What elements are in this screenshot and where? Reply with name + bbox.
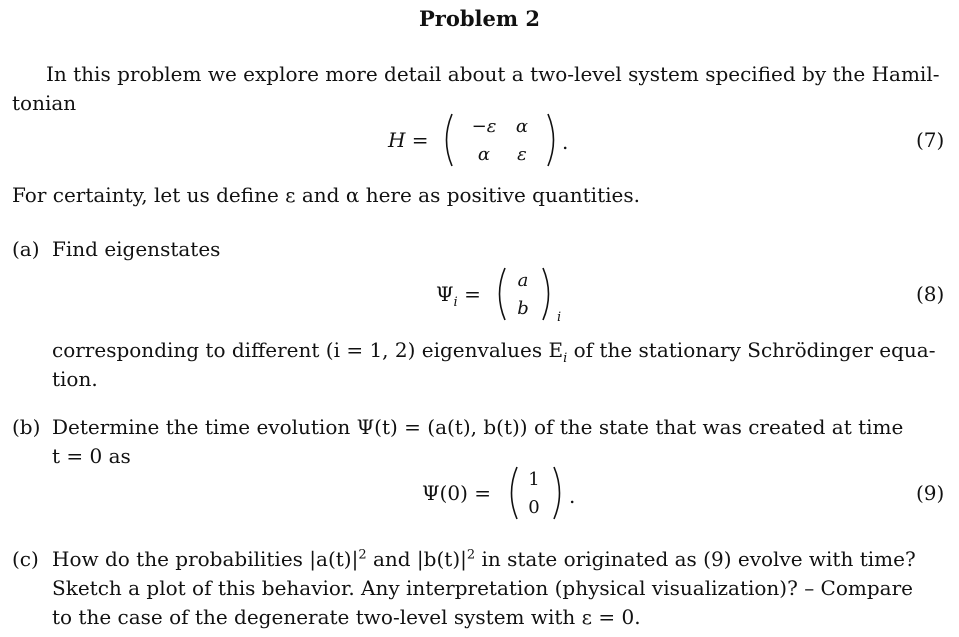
eq8-right-paren [540,266,556,322]
eq9-number: (9) [916,481,945,505]
eq9-vector [516,469,552,519]
eq7-m12: α [515,116,529,137]
eq7-m11: −ε [471,116,497,137]
eq7-matrix [452,116,542,166]
part-a-line-1: Find eigenstates [52,237,221,261]
part-b-label: (b) [12,415,41,439]
part-b-line-2: t = 0 as [52,444,131,468]
eq7-m22: ε [517,144,527,165]
eq9-top: 1 [528,469,540,490]
eq7-tail: . [562,130,569,154]
eq9-right-paren [551,465,567,521]
part-c-line-1: How do the probabilities $|a(t)|^2$ and $|b(t)|^2$ in state originated as (9) evolve with time? [52,547,916,571]
eq9-lhs: Ψ(0) = [422,481,491,505]
eq7-right-paren [545,112,561,168]
intro-line-2: tonian [12,91,77,115]
eq8-outer-sub: i [557,310,562,325]
part-c-label: (c) [12,547,39,571]
eq7-lhs: H = [388,128,429,152]
part-a-line-2: corresponding to different (i = 1, 2) eigenvalues $E_i$ of the stationary Schrödinger equa- [52,338,936,366]
part-b-line-1: Determine the time evolution Ψ(t) = (a(t), b(t)) of the state that was created at time [52,415,904,439]
intro-line-1: In this problem we explore more detail about a two-level system specified by the Hamil- [46,62,940,86]
eq7-m21: α [477,144,491,165]
eq9-bottom: 0 [528,497,540,518]
part-c-line-3: to the case of the degenerate two-level system with ε = 0. [52,605,641,629]
eq9-tail: . [569,484,576,508]
part-a-line-3: tion. [52,367,98,391]
certainty-text: For certainty, let us define ε and α here as positive quantities. [12,183,640,207]
eq8-bottom: b [517,298,529,319]
eq8-top: a [517,270,529,291]
eq8-vector [505,270,541,320]
eq7-number: (7) [916,128,945,152]
eq8-lhs: $\Psi_i$ = [436,282,481,310]
eq8-number: (8) [916,282,945,306]
problem-title: Problem 2 [418,6,541,31]
part-c-line-2: Sketch a plot of this behavior. Any interpretation (physical visualization)? – Compare [52,576,913,600]
part-a-label: (a) [12,237,40,261]
